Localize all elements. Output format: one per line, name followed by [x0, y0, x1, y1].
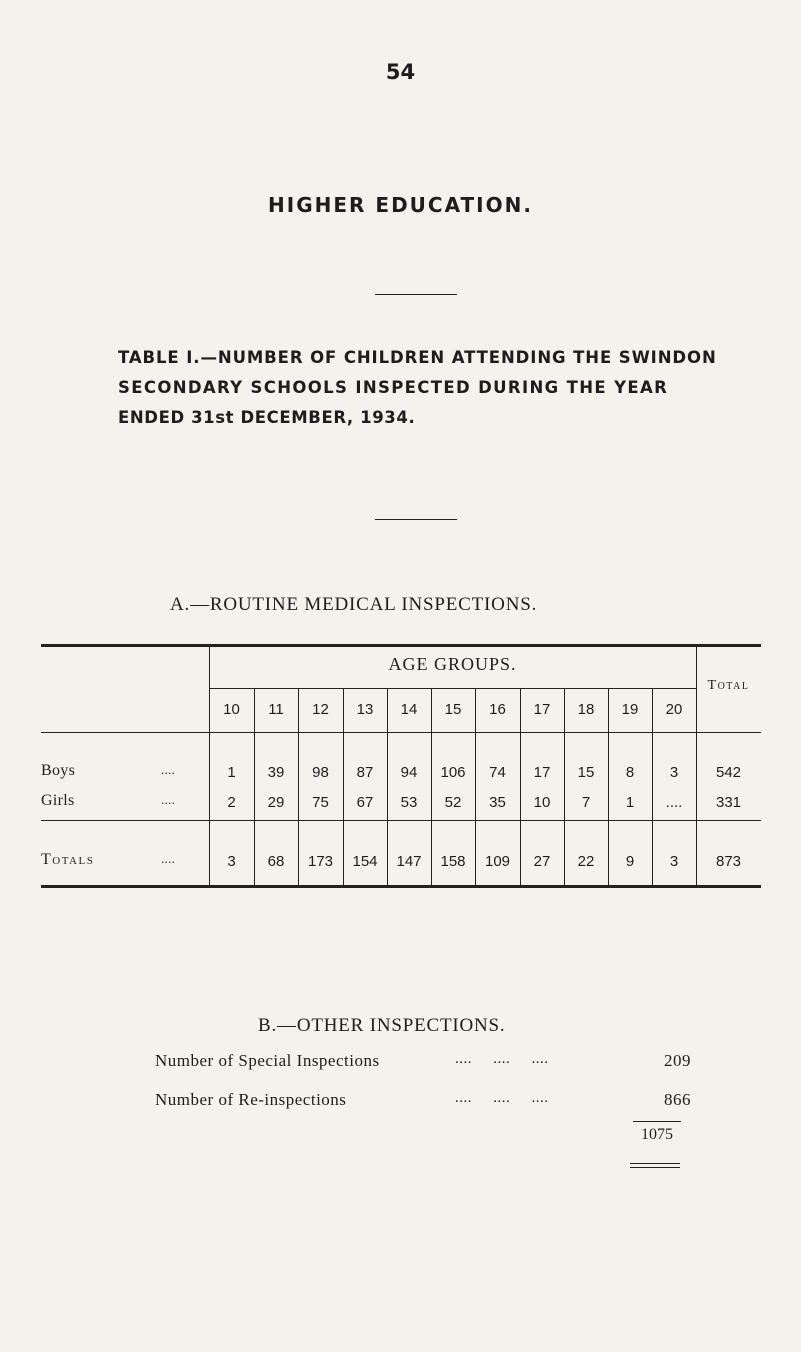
table-cell: 17: [533, 764, 551, 781]
row-label-text: Girls: [41, 792, 75, 809]
table-cell: 98: [312, 764, 329, 781]
header-bottom-rule: [41, 732, 761, 733]
table-title-line-3: ENDED 31st DECEMBER, 1934.: [118, 408, 416, 427]
table-cell: 9: [625, 853, 635, 870]
table-cell: 52: [444, 794, 462, 811]
table-cell: 15: [577, 764, 595, 781]
age-groups-header: AGE GROUPS.: [388, 654, 517, 674]
inspections-table: [41, 644, 761, 891]
double-underline: [630, 1163, 680, 1168]
age-header-18: 18: [577, 701, 595, 718]
separator-rule: [375, 519, 457, 520]
totals-top-rule: [41, 820, 761, 821]
table-cell: 1: [625, 794, 635, 811]
section-b-title: B.—OTHER INSPECTIONS.: [258, 1015, 506, 1036]
table-cell: 68: [267, 853, 285, 870]
table-title: [118, 343, 766, 433]
age-header-15: 15: [444, 701, 462, 718]
age-header-20: 20: [665, 701, 683, 718]
table-title-line-2: SECONDARY SCHOOLS INSPECTED DURING THE YEAR: [118, 378, 669, 397]
age-header-17: 17: [533, 701, 551, 718]
table-cell: 10: [533, 794, 551, 811]
table-cell: 27: [533, 853, 551, 870]
age-header-16: 16: [489, 701, 506, 718]
table-cell: 87: [356, 764, 374, 781]
table-cell: 2: [227, 794, 236, 811]
table-cell: 35: [489, 794, 506, 811]
table-cell: 39: [267, 764, 285, 781]
leader-dots: ....: [161, 851, 176, 866]
row-total-boys: 542: [715, 764, 742, 781]
table-cell: 22: [577, 853, 595, 870]
row-label-text: Boys: [41, 762, 76, 779]
table-cell: 29: [267, 794, 285, 811]
re-inspections-value: 866: [664, 1090, 691, 1109]
page-number: 54: [385, 60, 416, 84]
special-inspections-label: Number of Special Inspections: [155, 1051, 380, 1070]
sum-rule: [633, 1121, 681, 1122]
table-cell: 7: [581, 794, 591, 811]
table-cell: 75: [312, 794, 329, 811]
table-cell: 67: [356, 794, 374, 811]
table-cell: 74: [489, 764, 506, 781]
table-cell: 173: [307, 853, 334, 870]
age-header-13: 13: [356, 701, 374, 718]
age-group-rule: [209, 688, 696, 689]
table-cell: 154: [352, 853, 378, 870]
table-cell: 109: [484, 853, 511, 870]
separator-rule: [375, 294, 457, 295]
re-inspections-label: Number of Re-inspections: [155, 1090, 347, 1109]
table-cell: 147: [396, 853, 422, 870]
other-inspections-total: 1075: [641, 1126, 673, 1143]
leader-dots: ....: [161, 762, 176, 777]
section-heading: HIGHER EDUCATION.: [268, 193, 533, 217]
row-label-text: Totals: [41, 851, 95, 868]
row-total-girls: 331: [715, 794, 742, 811]
age-header-11: 11: [268, 701, 284, 718]
section-a-title: A.—ROUTINE MEDICAL INSPECTIONS.: [170, 594, 538, 615]
table-cell: 1: [227, 764, 236, 781]
table-cell: 158: [440, 853, 466, 870]
leader-dots: ....: [161, 792, 176, 807]
grand-total-cell: 873: [715, 853, 742, 870]
table-cell: 3: [669, 853, 679, 870]
leader-dots: .... .... ....: [455, 1051, 549, 1067]
special-inspections-value: 209: [664, 1051, 691, 1070]
table-cell: ....: [665, 794, 683, 811]
table-cell: 3: [227, 853, 236, 870]
age-header-14: 14: [400, 701, 418, 718]
table-top-rule: [41, 644, 761, 647]
age-header-19: 19: [621, 701, 639, 718]
table-cell: 3: [669, 764, 679, 781]
table-cell: 94: [400, 764, 418, 781]
age-header-10: 10: [223, 701, 240, 718]
table-cell: 8: [625, 764, 635, 781]
total-header: Total: [707, 678, 750, 693]
table-cell: 53: [400, 794, 418, 811]
table-bottom-rule: [41, 885, 761, 888]
age-header-12: 12: [312, 701, 329, 718]
table-cell: 106: [440, 764, 466, 781]
table-title-line-1: TABLE I.—NUMBER OF CHILDREN ATTENDING THE SWINDON: [118, 348, 717, 367]
leader-dots: .... .... ....: [455, 1090, 549, 1106]
